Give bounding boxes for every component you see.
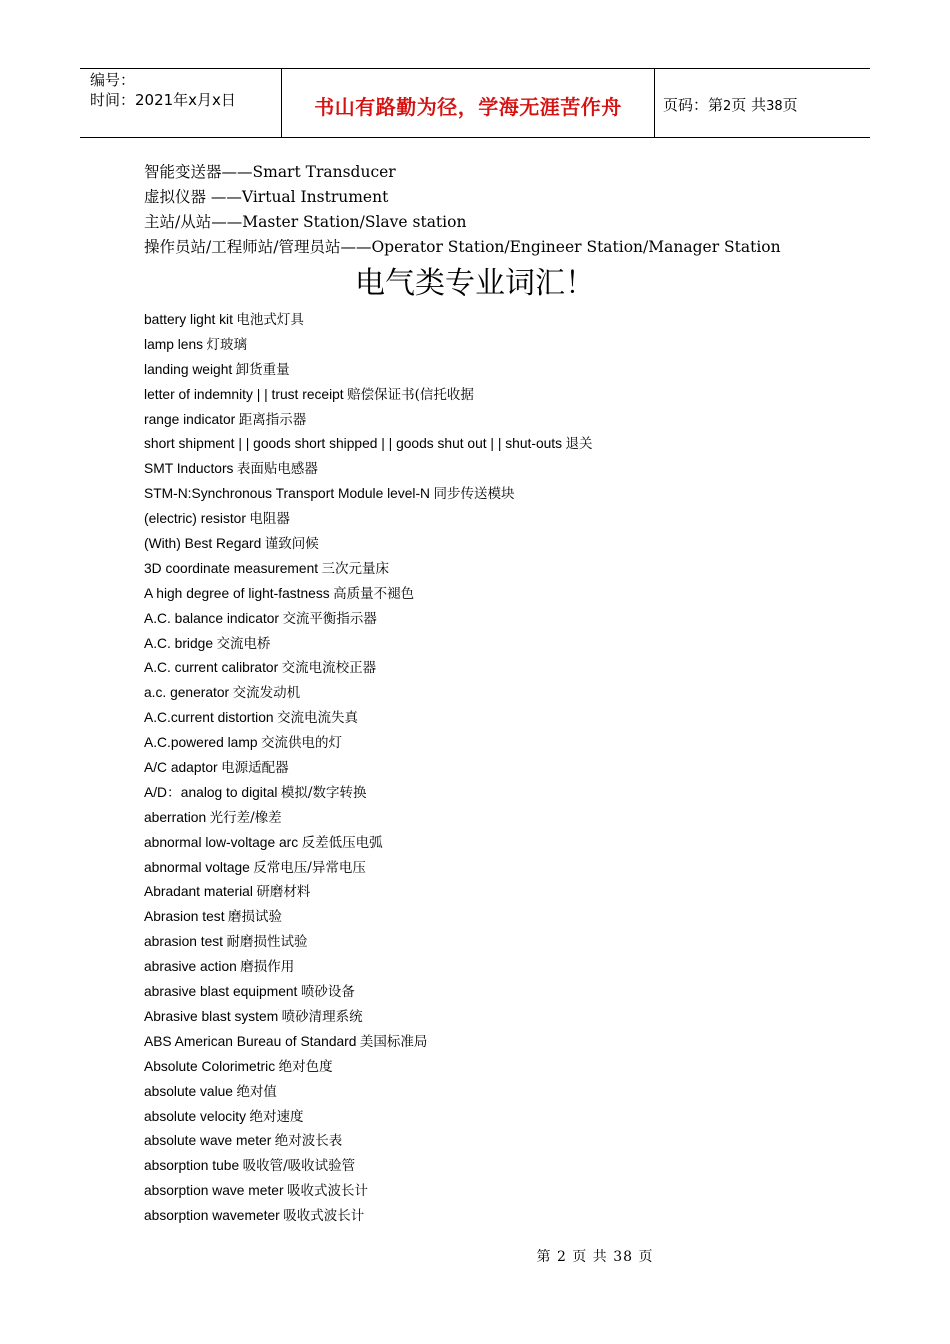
term-english: a.c. generator bbox=[144, 685, 230, 701]
term-chinese: 电阻器 bbox=[249, 511, 290, 528]
vocabulary-item bbox=[144, 482, 592, 507]
term-chinese: 同步传送模块 bbox=[433, 486, 515, 503]
term-chinese: 灯玻璃 bbox=[206, 336, 248, 353]
term-english: SMT Inductors bbox=[144, 461, 234, 477]
term-chinese: 吸收管/吸收试验管 bbox=[242, 1158, 356, 1175]
term-english: absorption wave meter bbox=[144, 1183, 284, 1199]
term-chinese: 磨损作用 bbox=[240, 959, 295, 976]
page-footer: 第 2 页 共 38 页 bbox=[536, 1249, 654, 1265]
vocabulary-item bbox=[144, 1030, 592, 1055]
term-english: absorption wavemeter bbox=[144, 1208, 280, 1224]
term-english: landing weight bbox=[144, 361, 233, 377]
vocabulary-item bbox=[144, 756, 592, 781]
term-chinese: 交流平衡指示器 bbox=[282, 610, 377, 627]
term-english: short shipment | | goods short shipped | | goods shut out | | shut-outs bbox=[144, 436, 563, 452]
vocabulary-item bbox=[144, 383, 592, 408]
vocabulary-item bbox=[144, 656, 592, 681]
vocabulary-item bbox=[144, 905, 592, 930]
term-chinese: 反差低压电弧 bbox=[301, 834, 383, 851]
term-chinese: 耐磨损性试验 bbox=[226, 934, 308, 951]
intro-line: 主站/从站——Master Station/Slave station bbox=[144, 213, 467, 231]
intro-line: 操作员站/工程师站/管理员站——Operator Station/Engineer Station/Manager Station bbox=[144, 238, 781, 256]
header-info-cell bbox=[80, 69, 282, 137]
vocabulary-item bbox=[144, 333, 592, 358]
term-english: STM-N:Synchronous Transport Module level-N bbox=[144, 486, 431, 502]
term-chinese: 卸货重量 bbox=[235, 361, 290, 378]
term-english: letter of indemnity | | trust receipt bbox=[144, 386, 344, 402]
vocabulary-item bbox=[144, 1154, 592, 1179]
term-english: A.C.powered lamp bbox=[144, 735, 258, 751]
vocabulary-item bbox=[144, 831, 592, 856]
term-english: abrasive blast equipment bbox=[144, 984, 298, 1000]
vocabulary-item bbox=[144, 582, 592, 607]
page-suffix: 页 bbox=[782, 96, 798, 114]
vocabulary-item bbox=[144, 632, 592, 657]
term-english: absolute velocity bbox=[144, 1108, 247, 1124]
term-english: Abradant material bbox=[144, 884, 253, 900]
term-english: Abrasion test bbox=[144, 909, 225, 925]
vocabulary-item bbox=[144, 806, 592, 831]
term-english: absolute wave meter bbox=[144, 1133, 272, 1149]
term-chinese: 交流电流失真 bbox=[277, 710, 359, 727]
number-label: 编号： bbox=[90, 71, 136, 89]
page-header bbox=[80, 68, 870, 138]
term-chinese: 退关 bbox=[565, 436, 593, 453]
term-chinese: 赔偿保证书(信托收据 bbox=[347, 386, 474, 403]
term-english: (With) Best Regard bbox=[144, 536, 262, 552]
term-english: A.C.current distortion bbox=[144, 710, 274, 726]
term-english: A.C. current calibrator bbox=[144, 660, 279, 676]
vocabulary-item bbox=[144, 930, 592, 955]
vocabulary-item bbox=[144, 408, 592, 433]
term-english: 3D coordinate measurement bbox=[144, 560, 319, 576]
intro-terms bbox=[144, 160, 781, 260]
page-total: 38 bbox=[766, 99, 783, 114]
term-chinese: 谨致问候 bbox=[264, 536, 319, 553]
motto: 书山有路勤为径，学海无涯苦作舟 bbox=[314, 95, 622, 119]
term-english: ABS American Bureau of Standard bbox=[144, 1033, 357, 1049]
term-english: abrasive action bbox=[144, 959, 237, 975]
vocabulary-item bbox=[144, 781, 592, 806]
term-chinese: 吸收式波长计 bbox=[287, 1183, 369, 1200]
term-english: absolute value bbox=[144, 1083, 233, 1099]
page-indicator bbox=[663, 94, 798, 115]
vocabulary-item bbox=[144, 1179, 592, 1204]
term-english: lamp lens bbox=[144, 336, 204, 352]
term-chinese: 交流电桥 bbox=[216, 635, 271, 652]
vocabulary-item bbox=[144, 731, 592, 756]
vocabulary-item bbox=[144, 457, 592, 482]
page-mid: 页 共 bbox=[731, 96, 767, 114]
vocabulary-item bbox=[144, 1055, 592, 1080]
vocabulary-item bbox=[144, 532, 592, 557]
vocabulary-item bbox=[144, 681, 592, 706]
term-chinese: 电源适配器 bbox=[221, 760, 289, 777]
vocabulary-item bbox=[144, 880, 592, 905]
vocabulary-item bbox=[144, 856, 592, 881]
term-english: range indicator bbox=[144, 411, 236, 427]
vocabulary-item bbox=[144, 308, 592, 333]
term-chinese: 反常电压/异常电压 bbox=[253, 859, 366, 876]
term-chinese: 交流发动机 bbox=[232, 685, 301, 702]
term-english: abnormal voltage bbox=[144, 859, 250, 875]
intro-line: 虚拟仪器 ——Virtual Instrument bbox=[144, 188, 389, 206]
page-prefix: 页码：第 bbox=[663, 96, 724, 114]
term-chinese: 模拟/数字转换 bbox=[280, 784, 367, 801]
term-chinese: 磨损试验 bbox=[227, 909, 282, 926]
term-english: Absolute Colorimetric bbox=[144, 1058, 276, 1074]
term-english: A.C. bridge bbox=[144, 635, 214, 651]
term-chinese: 光行差/橡差 bbox=[209, 809, 282, 826]
vocabulary-item bbox=[144, 706, 592, 731]
term-chinese: 表面贴电感器 bbox=[236, 461, 318, 478]
term-english: A.C. balance indicator bbox=[144, 610, 279, 626]
vocabulary-item bbox=[144, 1005, 592, 1030]
term-chinese: 距离指示器 bbox=[238, 411, 307, 428]
term-chinese: 交流电流校正器 bbox=[281, 660, 377, 677]
term-english: A/D：analog to digital bbox=[144, 784, 278, 800]
term-chinese: 吸收式波长计 bbox=[283, 1208, 365, 1225]
page-current: 2 bbox=[723, 99, 732, 114]
term-english: (electric) resistor bbox=[144, 511, 246, 527]
term-chinese: 交流供电的灯 bbox=[260, 735, 342, 752]
vocabulary-item bbox=[144, 557, 592, 582]
vocabulary-item bbox=[144, 955, 592, 980]
term-chinese: 绝对值 bbox=[236, 1083, 277, 1100]
term-english: battery light kit bbox=[144, 312, 233, 327]
vocabulary-item bbox=[144, 980, 592, 1005]
vocabulary-item bbox=[144, 1105, 592, 1130]
vocabulary-list bbox=[144, 308, 592, 1229]
term-chinese: 喷砂清理系统 bbox=[281, 1008, 363, 1025]
term-english: A/C adaptor bbox=[144, 760, 218, 776]
term-english: abrasion test bbox=[144, 934, 223, 950]
vocabulary-item bbox=[144, 1080, 592, 1105]
term-english: A high degree of light-fastness bbox=[144, 585, 330, 601]
term-chinese: 研磨材料 bbox=[256, 884, 311, 901]
term-chinese: 三次元量床 bbox=[321, 560, 390, 577]
term-chinese: 高质量不褪色 bbox=[333, 585, 415, 602]
section-heading: 电气类专业词汇！ bbox=[355, 266, 595, 301]
term-chinese: 绝对色度 bbox=[278, 1058, 333, 1075]
term-chinese: 绝对波长表 bbox=[274, 1133, 343, 1150]
header-motto-cell bbox=[282, 69, 655, 137]
term-chinese: 绝对速度 bbox=[249, 1108, 304, 1125]
intro-line: 智能变送器——Smart Transducer bbox=[144, 163, 396, 181]
term-chinese: 喷砂设备 bbox=[300, 984, 355, 1001]
term-chinese: 电池式灯具 bbox=[236, 312, 304, 328]
term-english: absorption tube bbox=[144, 1158, 240, 1174]
term-chinese: 美国标准局 bbox=[359, 1033, 428, 1050]
vocabulary-item bbox=[144, 358, 592, 383]
vocabulary-item bbox=[144, 607, 592, 632]
header-page-cell bbox=[655, 69, 870, 137]
vocabulary-item bbox=[144, 1204, 592, 1229]
vocabulary-item bbox=[144, 432, 592, 457]
vocabulary-item bbox=[144, 507, 592, 532]
term-english: Abrasive blast system bbox=[144, 1008, 279, 1024]
term-english: abnormal low-voltage arc bbox=[144, 834, 299, 850]
term-english: aberration bbox=[144, 809, 207, 825]
vocabulary-item bbox=[144, 1129, 592, 1154]
date-label: 时间：2021年x月x日 bbox=[90, 91, 236, 109]
